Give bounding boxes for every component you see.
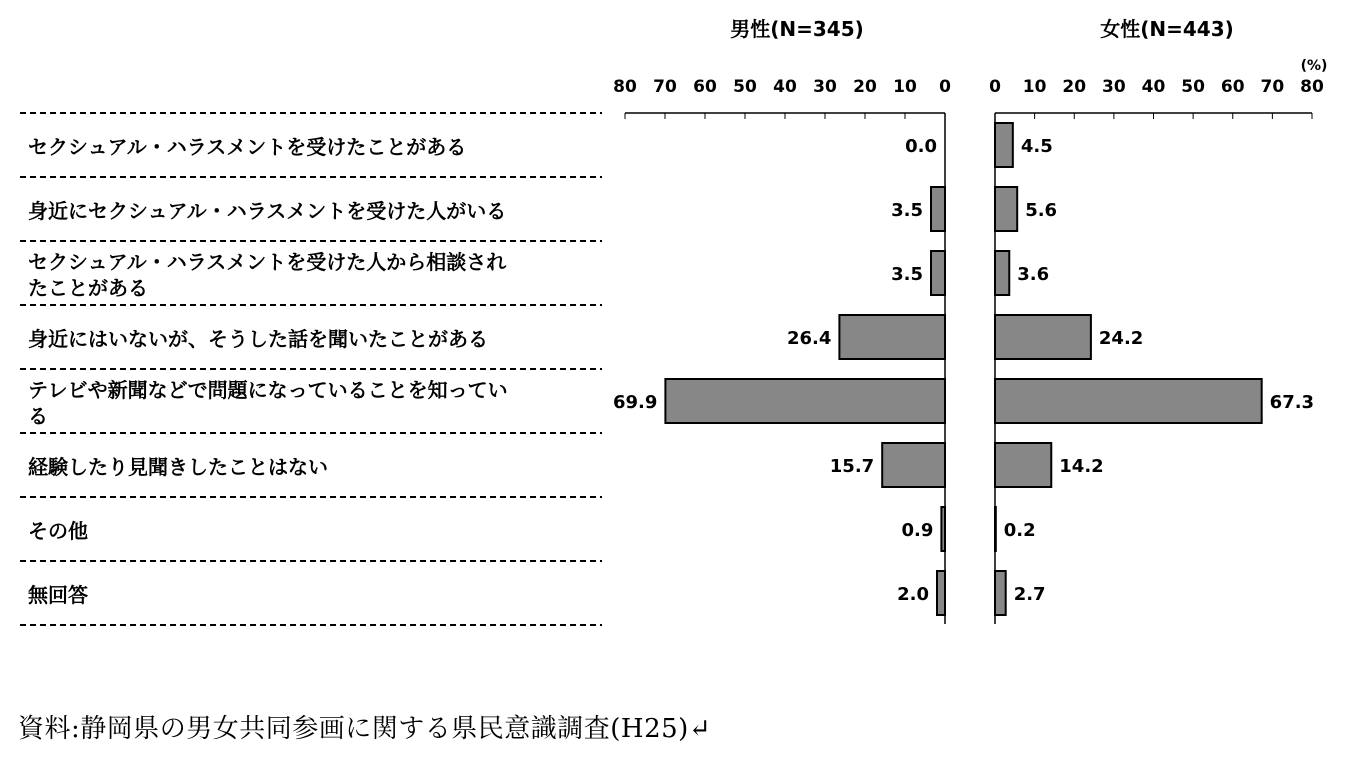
female-value-label: 14.2 [1059,456,1104,477]
female-bar [995,315,1091,359]
female-tick-label: 10 [1022,77,1047,97]
female-bar [995,187,1017,231]
male-value-label: 15.7 [829,456,875,477]
male-tick-label: 70 [653,77,677,97]
female-value-label: 24.2 [1098,328,1144,349]
male-tick-label: 50 [733,77,757,97]
male-bar [931,251,945,295]
male-value-label: 3.5 [891,200,923,221]
male-tick-label: 10 [893,77,917,97]
female-tick-label: 20 [1062,77,1087,97]
male-tick-label: 60 [693,77,717,97]
female-bar [995,443,1051,487]
female-tick-label: 40 [1141,77,1166,97]
category-label: 身近にセクシュアル・ハラスメントを受けた人がいる [28,199,507,223]
male-value-label: 0.0 [905,136,937,157]
female-tick-label: 0 [989,77,1001,97]
category-label: その他 [28,519,88,543]
female-value-label: 4.5 [1020,136,1053,157]
female-tick-label: 70 [1260,77,1285,97]
unit-label: (%) [1300,58,1328,74]
female-value-label: 3.6 [1017,264,1050,285]
female-bar [995,123,1013,167]
male-bar [931,187,945,231]
female-bar [995,379,1262,423]
category-label: 無回答 [28,583,88,607]
male-value-label: 3.5 [891,264,923,285]
male-value-label: 69.9 [612,392,658,413]
female-tick-label: 60 [1220,77,1245,97]
female-value-label: 2.7 [1013,584,1046,605]
male-tick-label: 40 [773,77,797,97]
category-label: テレビや新聞などで問題になっていることを知ってい る [28,378,508,428]
category-label: セクシュアル・ハラスメントを受けたことがある [28,135,467,159]
male-tick-label: 0 [939,77,951,97]
category-label: 経験したり見聞きしたことはない [28,455,328,479]
male-value-label: 2.0 [897,584,929,605]
female-tick-label: 50 [1181,77,1205,97]
male-bar [882,443,945,487]
female-bar [995,251,1009,295]
female-value-label: 5.6 [1025,200,1058,221]
female-series-title: 女性(N=443) [1100,17,1234,41]
category-label: セクシュアル・ハラスメントを受けた人から相談され たことがある [28,250,507,300]
source-note: 資料:静岡県の男女共同参画に関する県民意識調査(H25)↵ [18,714,712,744]
female-value-label: 67.3 [1269,392,1315,413]
male-bar [937,571,945,615]
category-label: 身近にはいないが、そうした話を聞いたことがある [28,327,488,351]
female-bar [995,571,1006,615]
male-value-label: 26.4 [786,328,832,349]
male-tick-label: 30 [813,77,837,97]
male-bar [941,507,945,551]
male-bar [839,315,945,359]
male-value-label: 0.9 [901,520,934,541]
male-bar [665,379,945,423]
female-tick-label: 80 [1300,77,1324,97]
female-bar [995,507,996,551]
male-tick-label: 20 [853,77,877,97]
male-series-title: 男性(N=345) [730,17,864,41]
male-tick-label: 80 [613,77,637,97]
female-value-label: 0.2 [1003,520,1036,541]
female-tick-label: 30 [1102,77,1126,97]
